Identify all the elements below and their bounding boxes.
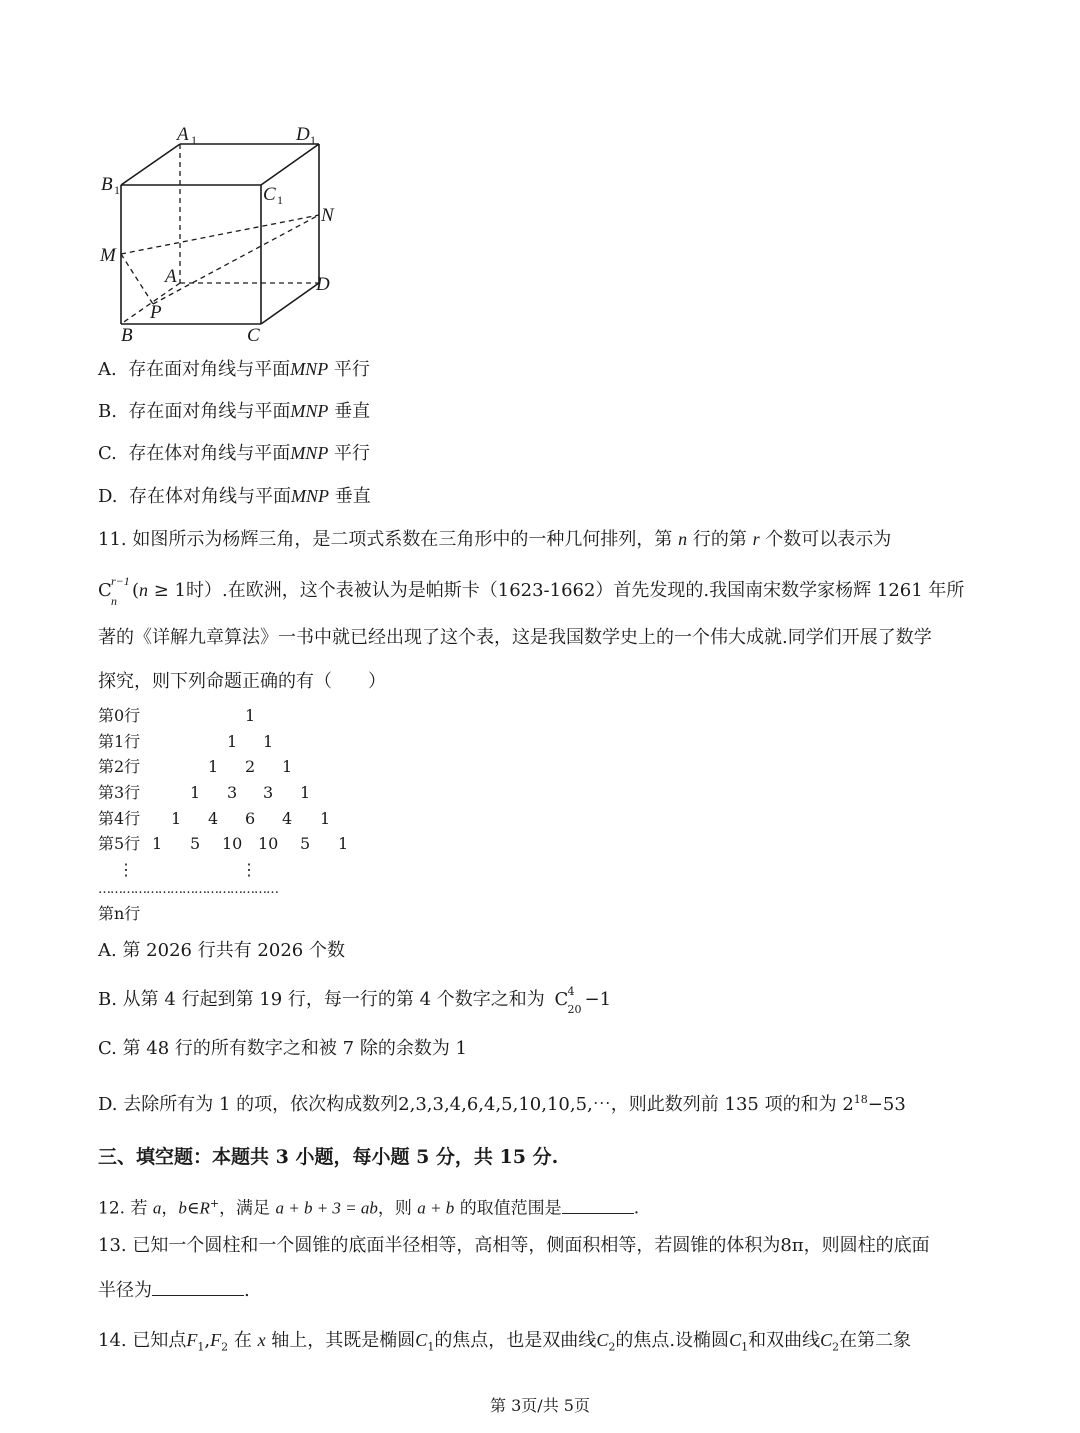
cell-3-0: 1 xyxy=(190,783,201,802)
q10-option-c: C. 存在体对角线与平面MNP 平行 xyxy=(98,443,371,464)
label-p: P xyxy=(150,302,162,323)
row-label-2: 第2行 xyxy=(98,757,141,776)
cell-5-3: 10 xyxy=(258,834,279,853)
label-d1: D xyxy=(296,124,310,145)
q11-line2: C r−1 n (n ≥ 1时）.在欧洲，这个表被认为是帕斯卡（1623-1662）首先发现的.我国南宋数学家杨辉 1261 年所 xyxy=(98,574,965,608)
row-label-4: 第4行 xyxy=(98,809,141,828)
cell-3-2: 3 xyxy=(263,783,274,802)
q11-option-b: B. 从第 4 行起到第 19 行，每一行的第 4 个数字之和为 C 4 20 −1 xyxy=(98,985,612,1016)
cell-5-4: 5 xyxy=(300,834,311,853)
vdots-center: ⋮ xyxy=(241,860,257,879)
q12: 12. 若 a，b∈R+，满足 a + b + 3 = ab，则 a + b 的取值范围是 . xyxy=(98,1192,639,1221)
cell-4-1: 4 xyxy=(208,809,219,828)
q13-answer-blank[interactable] xyxy=(152,1277,244,1296)
cube-diagram xyxy=(95,120,355,350)
q11-line1: 11. 如图所示为杨辉三角，是二项式系数在三角形中的一种几何排列，第 n 行的第 r 个数可以表示为 xyxy=(98,529,892,550)
row-label-0: 第0行 xyxy=(98,706,141,725)
cell-2-2: 1 xyxy=(282,757,293,776)
row-label-5: 第5行 xyxy=(98,834,141,853)
q14-line1: 14. 已知点$F_1,F_2$ 在 x 轴上，其既是椭圆$C_1$的焦点，也是双曲线$C_2$的焦点.设椭圆$C_1$和双曲线$C_2$在第二象 xyxy=(98,1330,912,1354)
cell-4-0: 1 xyxy=(171,809,182,828)
cell-2-0: 1 xyxy=(208,757,219,776)
label-a1-sub: 1 xyxy=(191,133,197,147)
q11-line4: 探究，则下列命题正确的有（ ） xyxy=(98,671,386,692)
label-b1: B xyxy=(101,174,113,195)
q11-option-c: C. 第 48 行的所有数字之和被 7 除的余数为 1 xyxy=(98,1038,467,1059)
cell-3-3: 1 xyxy=(300,783,311,802)
label-c: C xyxy=(247,325,260,346)
page-footer: 第 3页/共 5页 xyxy=(490,1396,590,1415)
q12-answer-blank[interactable] xyxy=(562,1195,634,1214)
cell-2-1: 2 xyxy=(245,757,256,776)
label-c1: C xyxy=(263,184,276,205)
cell-3-1: 3 xyxy=(227,783,238,802)
label-m: M xyxy=(100,245,116,266)
label-a1: A xyxy=(177,124,189,145)
q11-line3: 著的《详解九章算法》一书中就已经出现了这个表，这是我国数学史上的一个伟大成就.同学们开展了数学 xyxy=(98,627,932,648)
label-c1-sub: 1 xyxy=(277,193,283,207)
q13-line1: 13. 已知一个圆柱和一个圆锥的底面半径相等，高相等，侧面积相等，若圆锥的体积为8π，则圆柱的底面 xyxy=(98,1235,930,1256)
cell-5-1: 5 xyxy=(190,834,201,853)
label-d1-sub: 1 xyxy=(310,133,316,147)
label-b1-sub: 1 xyxy=(114,183,120,197)
cell-1-0: 1 xyxy=(227,732,238,751)
dotted-separator: ……………………………………… xyxy=(98,882,278,897)
q10-option-a: A. 存在面对角线与平面MNP 平行 xyxy=(98,359,370,380)
q13-line2: 半径为 . xyxy=(98,1277,250,1303)
label-d: D xyxy=(316,274,330,295)
q11-option-d: D. 去除所有为 1 的项，依次构成数列2,3,3,4,6,4,5,10,10,5,⋯，则此数列前 135 项的和为 $2^{18}-53$ xyxy=(98,1093,906,1115)
cell-5-0: 1 xyxy=(152,834,163,853)
cell-1-1: 1 xyxy=(263,732,274,751)
combination-formula: C r−1 n xyxy=(98,574,130,608)
row-label-3: 第3行 xyxy=(98,783,141,802)
q10-option-d: D. 存在体对角线与平面MNP 垂直 xyxy=(98,486,371,507)
row-label-1: 第1行 xyxy=(98,732,141,751)
cell-4-3: 4 xyxy=(282,809,293,828)
label-n: N xyxy=(321,205,334,226)
q11-option-a: A. 第 2026 行共有 2026 个数 xyxy=(98,940,345,961)
label-a: A xyxy=(165,266,177,287)
cell-4-4: 1 xyxy=(320,809,331,828)
q10-option-b: B. 存在面对角线与平面MNP 垂直 xyxy=(98,401,371,422)
cell-5-2: 10 xyxy=(222,834,243,853)
row-label-n: 第n行 xyxy=(98,904,141,923)
vdots-left: ⋮ xyxy=(118,860,134,879)
cell-5-5: 1 xyxy=(338,834,349,853)
section-heading-fill-in: 三、填空题：本题共 3 小题，每小题 5 分，共 15 分. xyxy=(98,1146,559,1168)
cell-0-0: 1 xyxy=(245,706,256,725)
cell-4-2: 6 xyxy=(245,809,256,828)
label-b: B xyxy=(121,325,133,346)
